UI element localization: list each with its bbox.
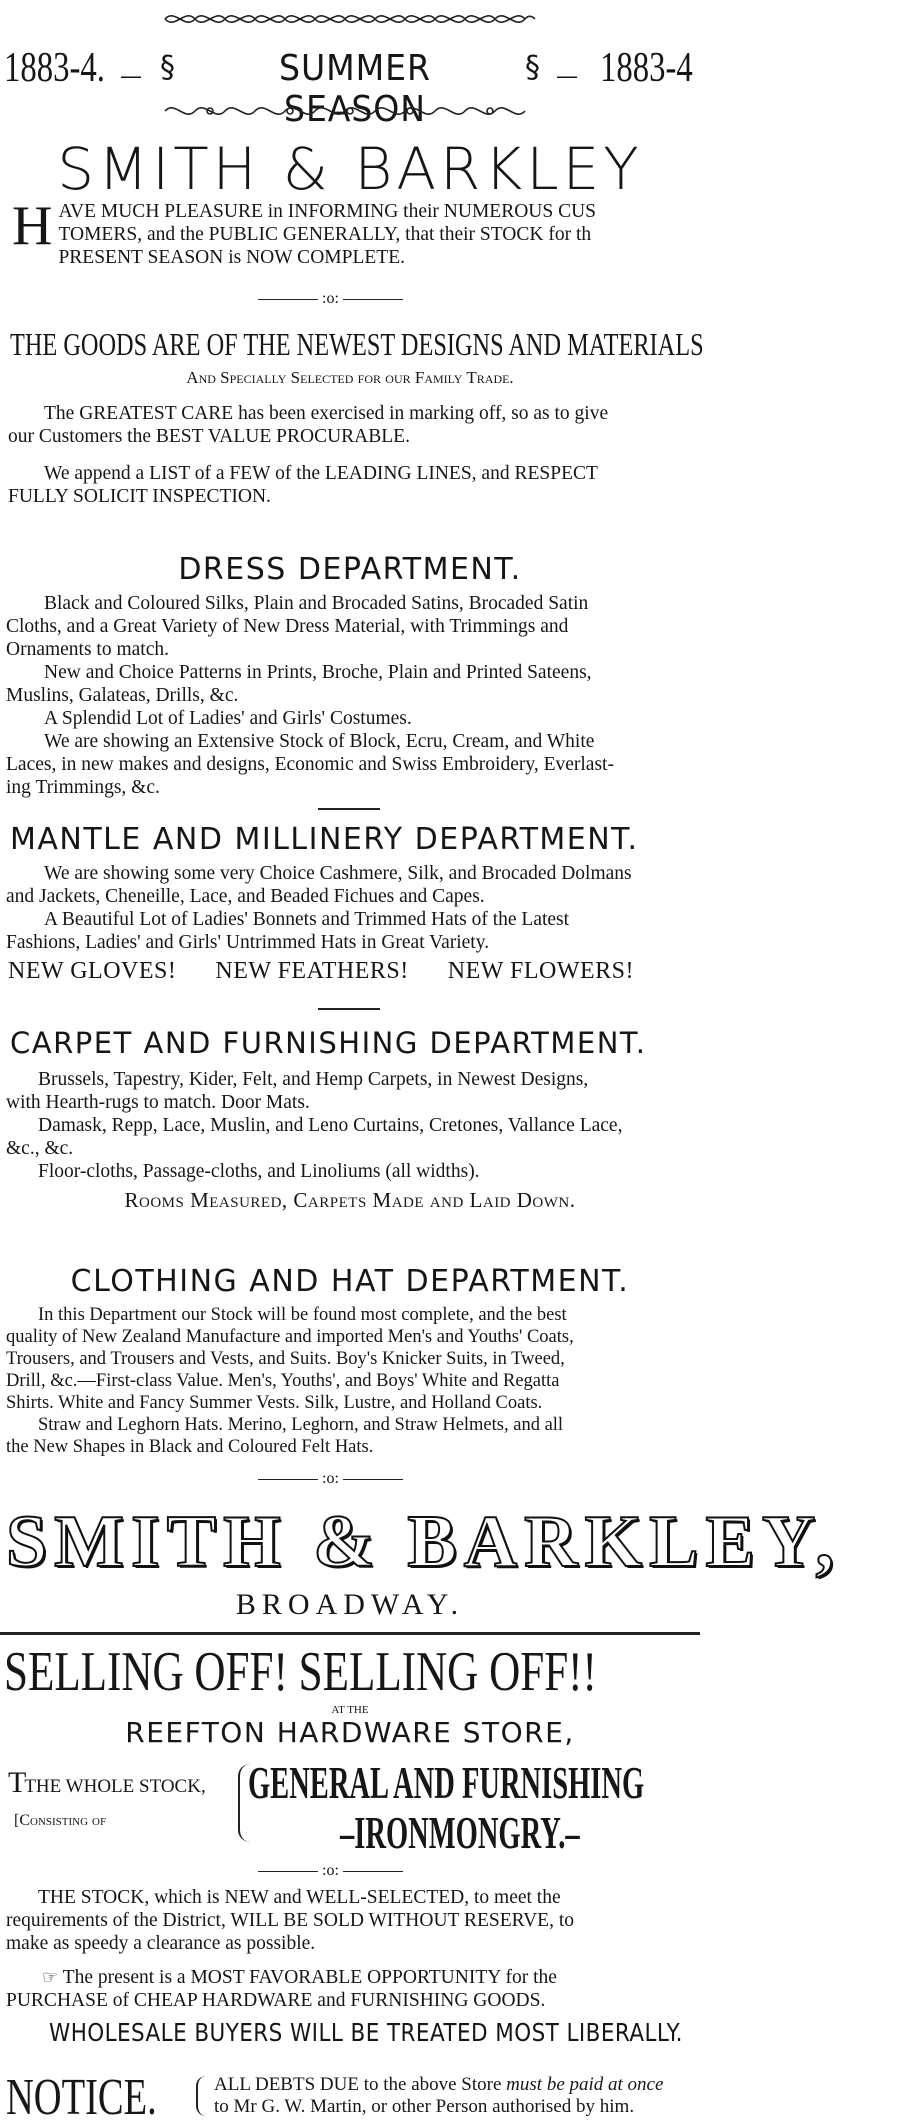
pointing-hand-icon: ☞: [42, 1967, 59, 1988]
drop-cap: H: [12, 195, 53, 257]
separator-rule: :o:: [258, 290, 403, 308]
new-feathers: NEW FEATHERS!: [215, 958, 409, 984]
brand-heading: SMITH & BARKLEY: [57, 135, 643, 203]
dash-right: —: [556, 64, 578, 89]
carpet-body: Brussels, Tapestry, Kider, Felt, and Hemp Carpets, in Newest Designs, with Hearth-rugs to match. Door Mats. Damask, Repp, Lace, Muslin, and Leno Curtains, Cretones, Vallance Lace, &c., &c. Floor-cloths, Passage-cloths, and Linoliums (all widths).: [6, 1069, 623, 1182]
mantle-body: We are showing some very Choice Cashmere, Silk, and Brocaded Dolmans and Jackets, Cheneille, Lace, and Beaded Fichues and Capes. A Beautiful Lot of Ladies' Bonnets and Trimmed Hats of the Latest Fashions, Ladies' and Girls' Untrimmed Hats in Great Variety.: [6, 863, 632, 953]
goods-paragraph-1: The GREATEST CARE has been exercised in marking off, so as to give our Customers the BEST VALUE PROCURABLE.: [8, 403, 609, 447]
goods-headline: THE GOODS ARE OF THE NEWEST DESIGNS AND MATERIALS: [10, 326, 704, 362]
intro-line: AVE MUCH PLEASURE in INFORMING their NUMEROUS CUS: [58, 201, 597, 222]
intro-line: TOMERS, and the PUBLIC GENERALLY, that their STOCK for th: [58, 224, 592, 245]
dress-body: Black and Coloured Silks, Plain and Brocaded Satins, Brocaded Satin Cloths, and a Great Variety of New Dress Material, with Trimmings and Ornaments to match. New and Choice Patterns in Prints, Broche, Plain and Printed Sateens, Muslins, Galateas, Drills, &c. A Splendid Lot of Ladies' and Girls' Costumes. We are showing an Extensive Stock of Block, Ecru, Cream, and White Laces, in new makes and designs, Economic and Swiss Embroidery, Everlast- ing Trimmings, &c.: [6, 593, 614, 798]
advert-border: [0, 1632, 700, 1635]
new-gloves: NEW GLOVES!: [8, 958, 177, 984]
clothing-body: In this Department our Stock will be found most complete, and the best quality of New Zealand Manufacture and imported Men's and Youths' Coats, Trousers, and Trousers and Vests, and Suits. Boy's Knicker Suits, in Tweed, Drill, &c.—First-class Value. Men's, Youths', and Boys' White and Regatta Shirts. White and Fancy Summer Vests. Silk, Lustre, and Holland Coats. Straw and Leghorn Hats. Merino, Leghorn, and Straw Helmets, and all the New Shapes in Black and Coloured Felt Hats.: [6, 1305, 574, 1457]
wholesale-line: WHOLESALE BUYERS WILL BE TREATED MOST LIBERALLY.: [49, 2018, 683, 2047]
intro-paragraph: [8, 195, 698, 269]
section-divider: [318, 808, 380, 810]
store-name: REEFTON HARDWARE STORE,: [125, 1716, 575, 1749]
year-right: 1883-4: [600, 45, 693, 91]
carpet-closing: Rooms Measured, Carpets Made and Laid Down.: [124, 1188, 576, 1212]
at-the-label: AT THE: [331, 1704, 369, 1716]
mantle-heading: MANTLE AND MILLINERY DEPARTMENT.: [10, 822, 639, 857]
season-title: SUMMER SEASON: [279, 48, 431, 130]
section-divider: [318, 1008, 380, 1010]
flourish-ornament-bottom: [160, 100, 540, 122]
clothing-heading: CLOTHING AND HAT DEPARTMENT.: [70, 1264, 630, 1299]
dash-left: —: [120, 64, 142, 89]
opportunity-paragraph: ☞ The present is a MOST FAVORABLE OPPORTUNITY for the PURCHASE of CHEAP HARDWARE and FURNISHING GOODS.: [6, 1967, 557, 2011]
year-left: 1883-4.: [4, 45, 106, 91]
separator-rule: :o:: [258, 1470, 403, 1488]
carpet-heading: CARPET AND FURNISHING DEPARTMENT.: [10, 1026, 647, 1060]
intro-line: PRESENT SEASON is NOW COMPLETE.: [58, 247, 405, 268]
scroll-icon-left: §: [160, 50, 175, 85]
category-line-1: GENERAL AND FURNISHING: [248, 1757, 645, 1808]
stock-paragraph: THE STOCK, which is NEW and WELL-SELECTED, to meet the requirements of the District, WILL BE SOLD WITHOUT RESERVE, to make as speedy a clearance as possible.: [6, 1887, 575, 1954]
notice-brace: [196, 2076, 206, 2116]
consisting-label: [Consisting of: [14, 1812, 107, 1829]
footer-brand-location: BROADWAY.: [235, 1588, 465, 1621]
footer-brand-name: SMITH & BARKLEY,: [6, 1501, 842, 1583]
notice-label: NOTICE.: [6, 2069, 157, 2126]
selling-off-headline: SELLING OFF! SELLING OFF!!: [4, 1641, 597, 1703]
goods-paragraph-2: We append a LIST of a FEW of the LEADING LINES, and RESPECT FULLY SOLICIT INSPECTION.: [8, 463, 598, 507]
season-header: [0, 44, 700, 130]
notice-text: ALL DEBTS DUE to the above Store must be paid at once to Mr G. W. Martin, or other Person authorised by him.: [214, 2074, 664, 2117]
dress-heading: DRESS DEPARTMENT.: [178, 552, 522, 587]
whole-stock-label: TTHE WHOLE STOCK,: [8, 1766, 206, 1799]
new-items-row: [8, 958, 708, 985]
flourish-ornament-top: [160, 8, 540, 30]
category-line-2: –IRONMONGRY.–: [340, 1807, 580, 1858]
new-flowers: NEW FLOWERS!: [447, 958, 634, 984]
scroll-icon-right: §: [525, 50, 540, 85]
goods-subline: And Specially Selected for our Family Trade.: [186, 368, 514, 387]
separator-rule: :o:: [258, 1862, 403, 1880]
